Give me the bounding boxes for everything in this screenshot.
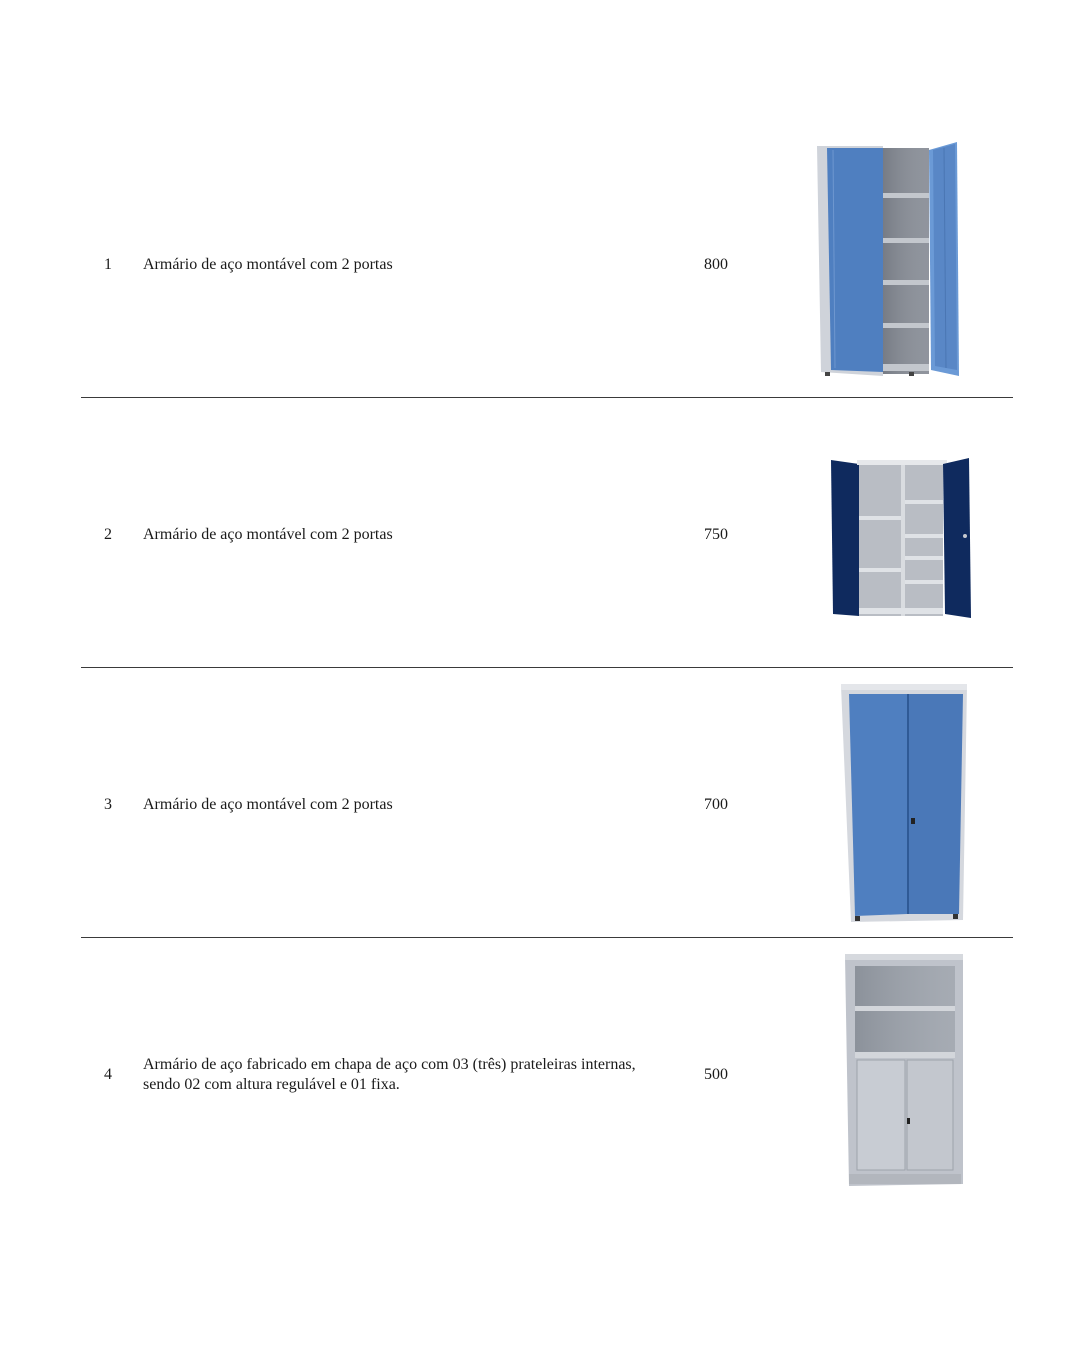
item-description: Armário de aço montável com 2 portas (143, 526, 393, 543)
item-description: Armário de aço montável com 2 portas (143, 256, 393, 273)
table-row (81, 128, 1013, 398)
item-number: 4 (104, 1066, 112, 1083)
item-price: 500 (704, 1066, 728, 1083)
cabinet-image (811, 948, 981, 1198)
item-price: 800 (704, 256, 728, 273)
product-table (81, 128, 1013, 1208)
item-number: 3 (104, 796, 112, 813)
item-number: 1 (104, 256, 112, 273)
table-row (81, 938, 1013, 1208)
item-description: Armário de aço montável com 2 portas (143, 796, 393, 813)
table-row (81, 668, 1013, 938)
item-price: 700 (704, 796, 728, 813)
item-number: 2 (104, 526, 112, 543)
table-row (81, 398, 1013, 668)
cabinet-image (811, 408, 981, 658)
cabinet-image (811, 678, 981, 928)
item-price: 750 (704, 526, 728, 543)
cabinet-image (811, 138, 981, 388)
item-description: Armário de aço fabricado em chapa de aço com 03 (três) prateleiras internas, sendo 02 com altura regulável e 01 fixa. (143, 1056, 636, 1093)
